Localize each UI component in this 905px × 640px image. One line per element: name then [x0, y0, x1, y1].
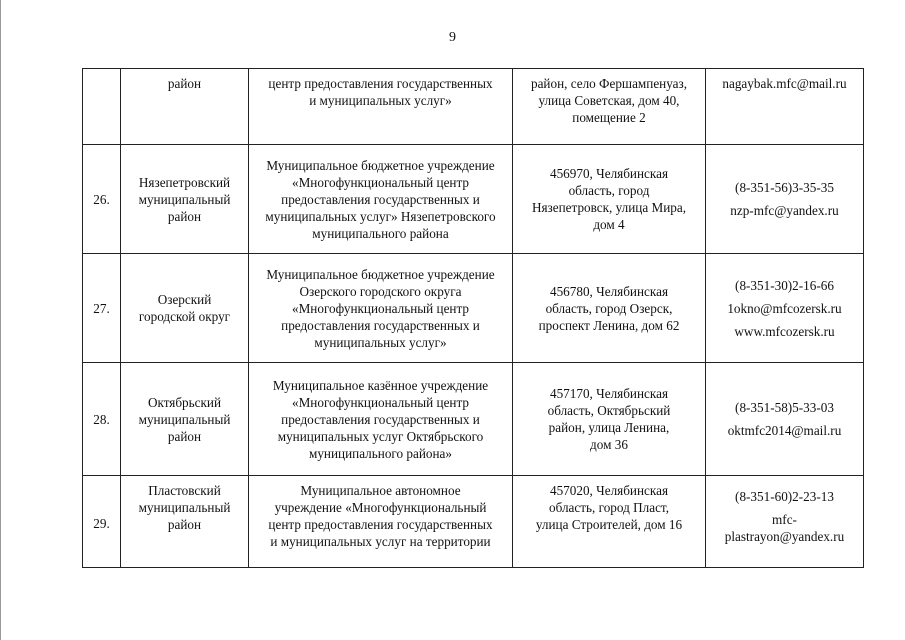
phone-number[interactable]: (8-351-60)2-23-13 [735, 489, 834, 504]
organization-line: центр предоставления государственных [268, 517, 493, 532]
district-line: район [167, 208, 202, 224]
table-row [83, 363, 864, 476]
district-line: Озерский [157, 292, 212, 307]
address-line: улица Советская, дом 40, [538, 93, 680, 108]
organization-line: предоставления государственных и [281, 191, 480, 207]
address-line: область, город Озерск, [545, 300, 673, 316]
row-number: 29. [83, 476, 121, 568]
district-line: муниципальный [138, 411, 231, 427]
email-link[interactable]: mfc- [772, 512, 797, 527]
organization-line: муниципального района» [308, 445, 452, 461]
organization-line: Муниципальное автономное [300, 483, 461, 498]
contacts-cell [706, 363, 864, 476]
address-line: 456780, Челябинская [549, 283, 669, 299]
email-link[interactable]: plastrayon@yandex.ru [724, 529, 845, 544]
district-line: район [167, 428, 202, 444]
address-line: Нязепетровск, улица Мира, [531, 200, 687, 215]
address-line: дом 4 [593, 217, 625, 232]
organization-line: Озерского городского округа [299, 283, 462, 299]
organization-line: муниципальных услуг» Нязепетровского [265, 208, 496, 224]
organization-line: учреждение «Многофункциональный [274, 500, 487, 515]
district-cell [121, 254, 249, 363]
organization-line: предоставления государственных и [281, 411, 480, 427]
row-number: 26. [83, 145, 121, 254]
organization-cell [249, 145, 513, 254]
table-body [83, 69, 864, 568]
table-row [83, 254, 864, 363]
address-line: 456970, Челябинская [549, 166, 669, 181]
organization-line: муниципальных услуг Октябрьского [277, 428, 484, 444]
organization-line: «Многофункциональный центр [291, 174, 469, 190]
organization-line: «Многофункциональный центр [291, 394, 469, 410]
row-number: 27. [83, 254, 121, 363]
organization-cell [249, 363, 513, 476]
address-cell [513, 476, 706, 568]
district-line: Октябрьский [147, 394, 222, 410]
address-cell [513, 254, 706, 363]
organization-line: Муниципальное бюджетное учреждение [266, 266, 495, 282]
district-cell [121, 363, 249, 476]
address-line: район, село Фершампенуаз, [530, 76, 688, 91]
district-line: муниципальный [138, 191, 231, 207]
phone-number[interactable]: (8-351-56)3-35-35 [735, 180, 834, 195]
address-cell [513, 69, 706, 145]
address-line: область, Октябрьский [547, 403, 671, 418]
address-line: улица Строителей, дом 16 [535, 517, 683, 532]
email-link[interactable]: nzp-mfc@yandex.ru [730, 203, 839, 218]
district-cell [121, 145, 249, 254]
address-line: дом 36 [590, 437, 628, 452]
address-line: проспект Ленина, дом 62 [538, 317, 680, 333]
organization-cell [249, 254, 513, 363]
organization-line: муниципальных услуг» [314, 334, 447, 350]
contacts-cell [706, 69, 864, 145]
email-link[interactable]: oktmfc2014@mail.ru [727, 423, 842, 438]
district-line: городской округ [138, 309, 231, 324]
row-number: 28. [83, 363, 121, 476]
organization-line: Муниципальное бюджетное учреждение [266, 157, 495, 173]
organization-line: «Многофункциональный центр [291, 300, 469, 316]
district-cell [121, 476, 249, 568]
organization-line: Муниципальное казённое учреждение [272, 377, 489, 393]
email-link[interactable]: 1okno@mfcozersk.ru [727, 300, 842, 316]
district-line: Нязепетровский [138, 174, 231, 190]
email-link[interactable]: nagaybak.mfc@mail.ru [722, 76, 847, 91]
contacts-cell [706, 145, 864, 254]
district-line: муниципальный [138, 500, 231, 515]
address-line: область, город [568, 183, 650, 198]
row-number [83, 69, 121, 145]
organization-line: предоставления государственных и [281, 317, 480, 333]
mfc-table [82, 68, 864, 568]
organization-cell [249, 69, 513, 145]
address-line: район, улица Ленина, [548, 420, 670, 435]
contacts-cell [706, 254, 864, 363]
scan-edge-line [0, 0, 1, 640]
address-line: область, город Пласт, [549, 500, 669, 515]
table-row [83, 476, 864, 568]
district-line: Пластовский [148, 483, 221, 498]
website-link[interactable]: www.mfcozersk.ru [734, 323, 835, 339]
organization-line: и муниципальных услуг» [309, 93, 452, 108]
district-line: район [167, 517, 202, 532]
organization-line: центр предоставления государственных [268, 76, 493, 91]
page-number: 9 [449, 30, 456, 45]
organization-line: и муниципальных услуг на территории [270, 534, 491, 549]
table-row [83, 69, 864, 145]
address-line: 457170, Челябинская [549, 386, 669, 401]
address-line: 457020, Челябинская [549, 483, 669, 498]
district-cell [121, 69, 249, 145]
phone-number[interactable]: (8-351-30)2-16-66 [735, 277, 834, 293]
address-cell [513, 363, 706, 476]
address-line: помещение 2 [572, 110, 646, 125]
organization-cell [249, 476, 513, 568]
table-row [83, 145, 864, 254]
address-cell [513, 145, 706, 254]
district-line: район [167, 76, 202, 91]
phone-number[interactable]: (8-351-58)5-33-03 [735, 400, 834, 415]
organization-line: муниципального района [312, 225, 449, 241]
contacts-cell [706, 476, 864, 568]
